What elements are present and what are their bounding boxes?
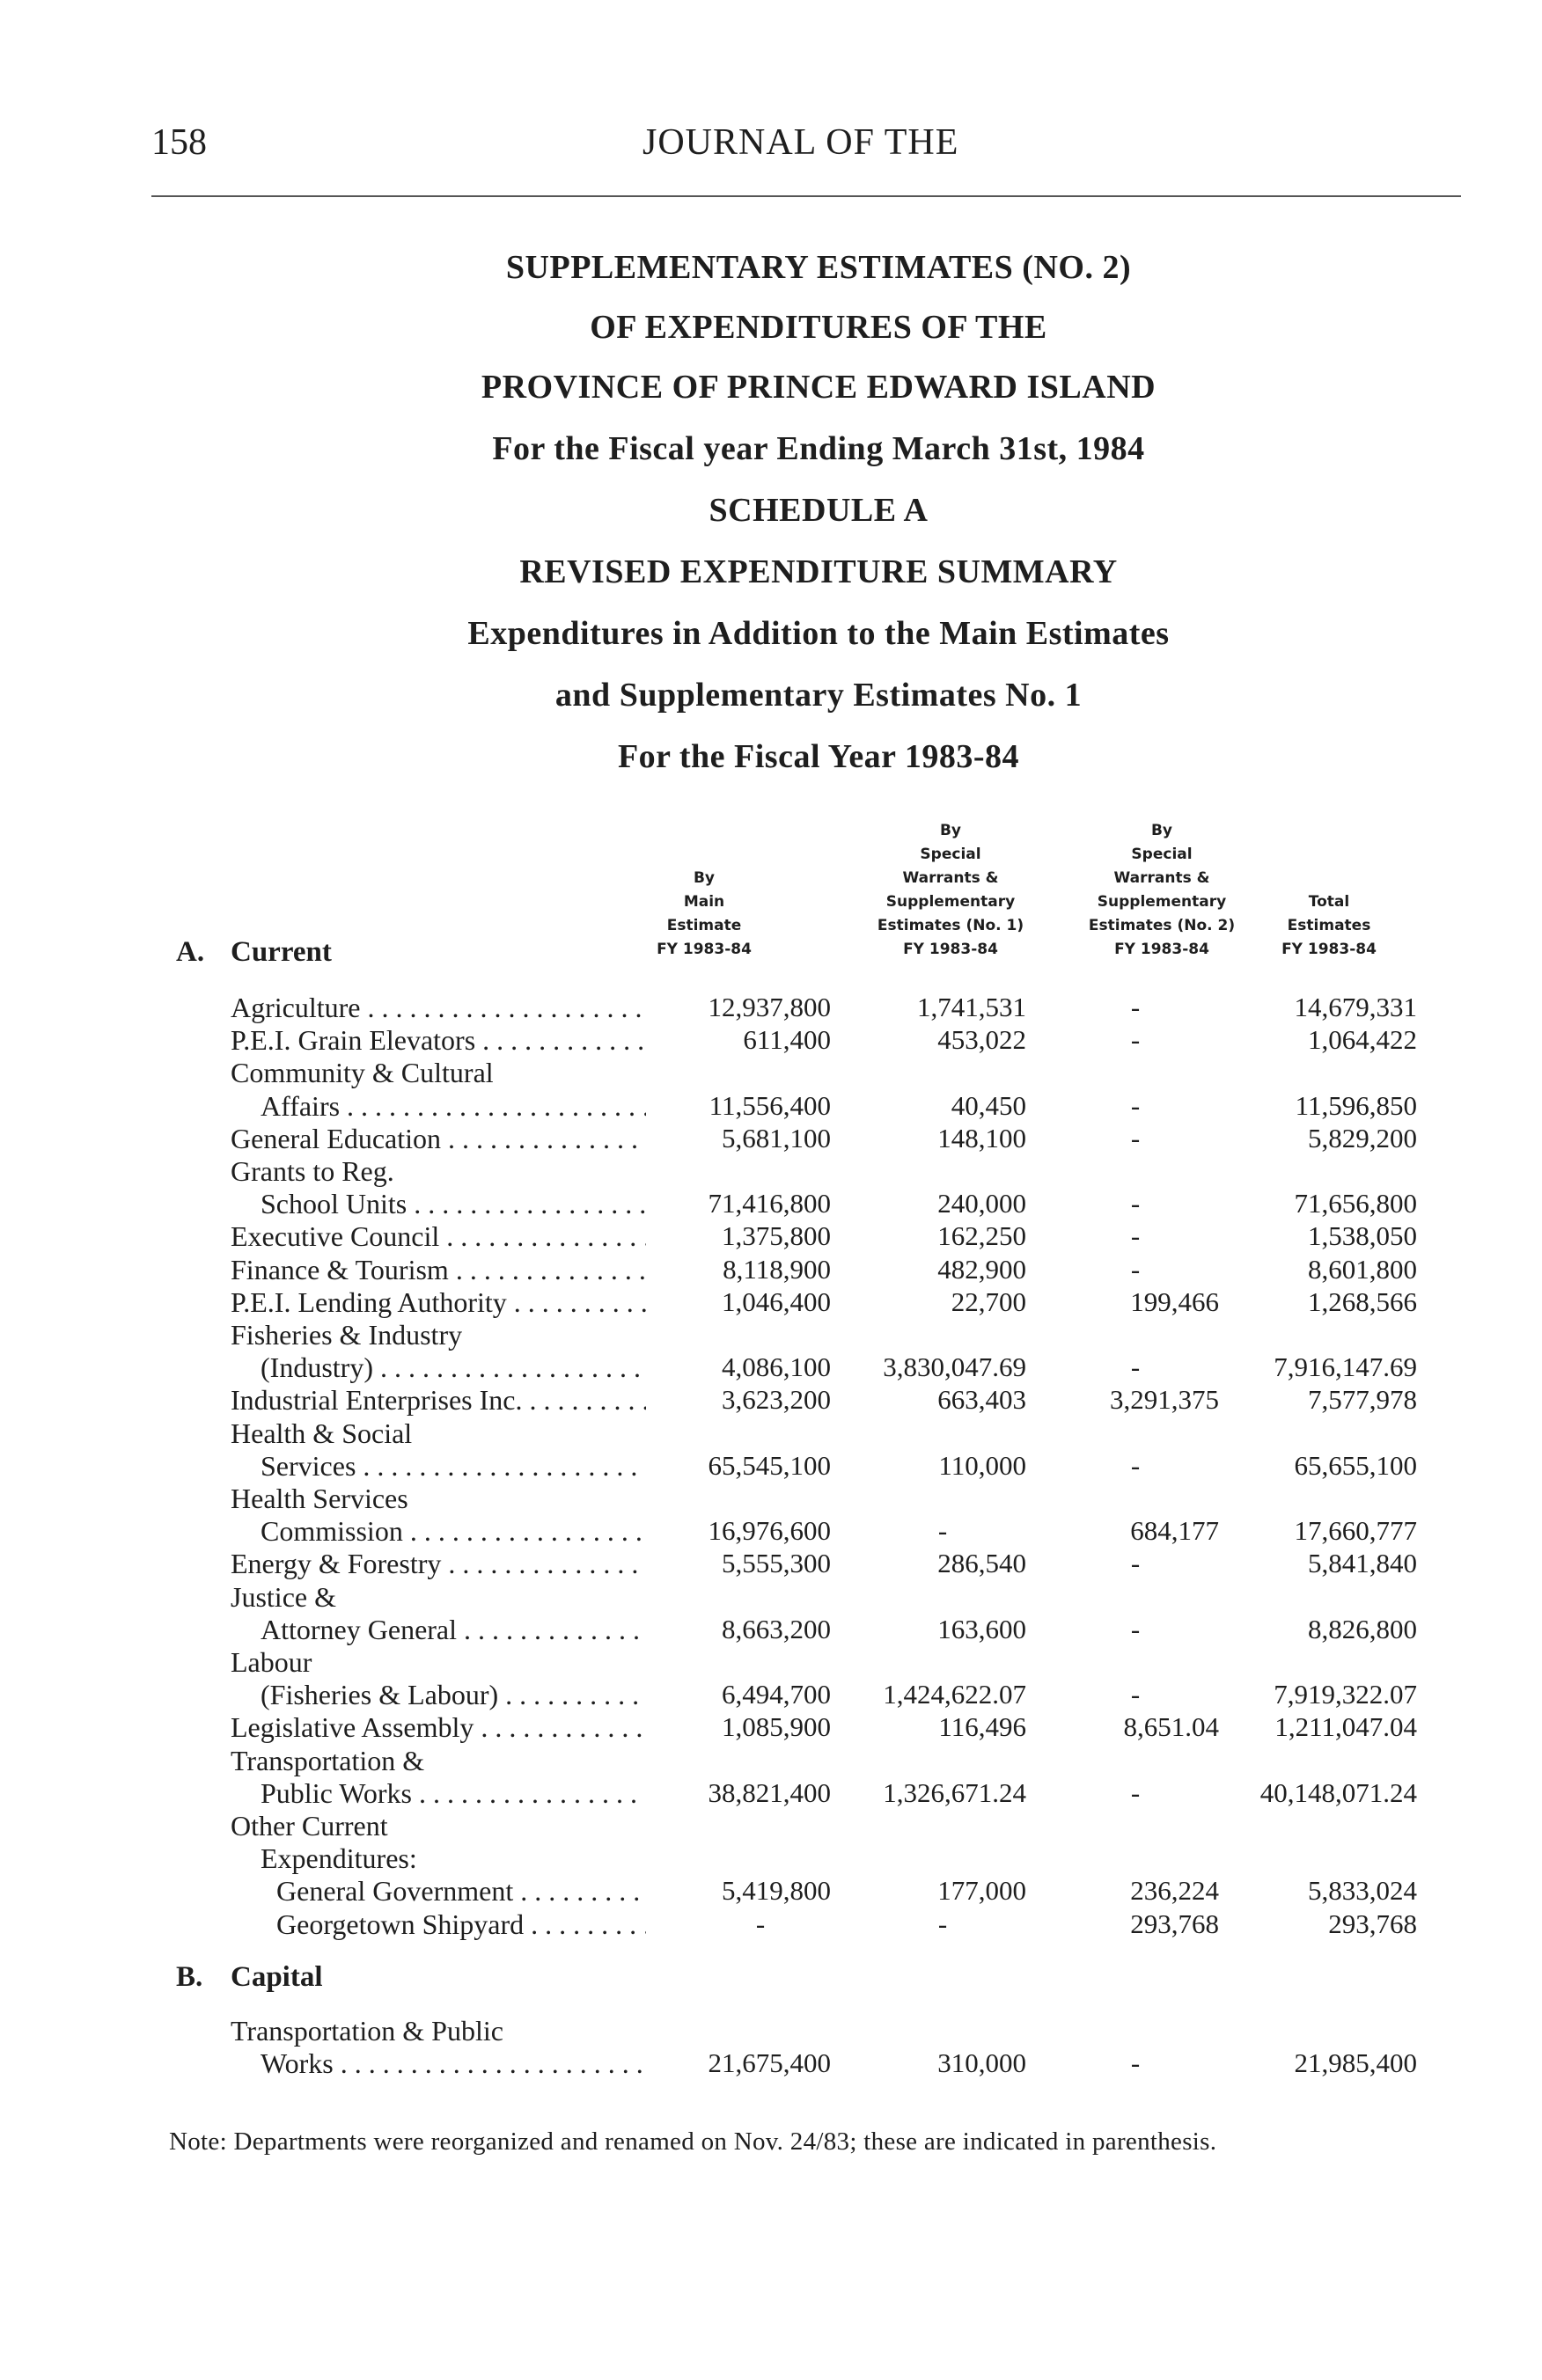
table-cell: 7,916,147.69 — [1274, 1351, 1417, 1383]
section-a-letter: A. — [176, 936, 205, 968]
column-header-supp-1: By Special Warrants & Supplementary Estimates (No. 1) FY 1983-84 — [877, 822, 1024, 958]
row-label-text: Commission . . . — [261, 1515, 646, 1547]
title-line: PROVINCE OF PRINCE EDWARD ISLAND — [481, 369, 1156, 406]
table-cell: - — [937, 1515, 948, 1547]
row-label — [231, 1646, 312, 1679]
footnote: Note: Departments were reorganized and renamed on Nov. 24/83; these are indicated in parenthesis. — [169, 2127, 1217, 2156]
table-cell: 7,919,322.07 — [1274, 1679, 1417, 1710]
table-cell: 5,419,800 — [722, 1875, 831, 1907]
table-cell: 11,556,400 — [709, 1089, 831, 1121]
table-cell: 40,450 — [951, 1089, 1026, 1121]
table-cell: 38,821,400 — [708, 1776, 831, 1808]
table-cell: 22,700 — [951, 1285, 1026, 1317]
row-label — [231, 1155, 394, 1188]
row-label-text: (Fisheries & Labour) . . . — [261, 1679, 646, 1710]
table-cell: 5,681,100 — [722, 1122, 831, 1153]
table-cell: 7,577,978 — [1308, 1384, 1417, 1416]
table-cell: 12,937,800 — [708, 992, 831, 1022]
row-label-text: Transportation & Public — [231, 2015, 503, 2047]
row-label-text: Industrial Enterprises Inc. . . . — [231, 1384, 646, 1416]
row-label-text: Energy & Forestry . . . — [231, 1548, 646, 1579]
row-label-text: (Industry) . . . — [261, 1351, 646, 1383]
table-cell: 65,655,100 — [1294, 1449, 1417, 1481]
column-header-main: By Main Estimate FY 1983-84 — [657, 869, 752, 958]
table-cell: 310,000 — [937, 2047, 1026, 2079]
row-label-text: Works . . . — [261, 2047, 646, 2079]
table-cell: 1,424,622.07 — [883, 1679, 1026, 1710]
row-label — [231, 1417, 412, 1450]
running-head: JOURNAL OF THE — [642, 122, 959, 163]
row-label-text: Public Works . . . — [261, 1777, 646, 1809]
table-cell: 163,600 — [937, 1613, 1026, 1644]
table-cell: - — [1130, 992, 1141, 1022]
table-cell: - — [1130, 2047, 1141, 2079]
row-label-text: Labour — [231, 1646, 312, 1678]
table-cell: 199,466 — [1130, 1285, 1219, 1317]
table-cell: 482,900 — [937, 1253, 1026, 1285]
row-label-text: Community & Cultural — [231, 1057, 494, 1089]
table-cell: 21,675,400 — [708, 2047, 831, 2079]
row-label-text: Finance & Tourism . . . — [231, 1254, 646, 1285]
row-label — [261, 1351, 646, 1384]
row-label — [276, 1875, 646, 1908]
row-label-text: General Education . . . — [231, 1123, 646, 1154]
table-cell: 8,118,900 — [723, 1253, 831, 1285]
row-label — [261, 1450, 646, 1483]
table-cell: - — [1130, 1253, 1141, 1285]
table-cell: 17,660,777 — [1294, 1515, 1417, 1547]
table-cell: 3,830,047.69 — [883, 1351, 1026, 1383]
table-cell: - — [1130, 1776, 1141, 1808]
page-number: 158 — [151, 122, 207, 163]
table-cell: 1,268,566 — [1308, 1285, 1417, 1317]
table-cell: - — [937, 1908, 948, 1939]
row-label — [231, 1024, 646, 1057]
table-cell: 8,826,800 — [1308, 1613, 1417, 1644]
row-label — [261, 1842, 417, 1875]
row-label-text: Justice & — [231, 1580, 336, 1613]
table-cell: 71,416,800 — [708, 1188, 831, 1219]
title-line: For the Fiscal year Ending March 31st, 1984 — [492, 430, 1145, 467]
table-cell: 1,046,400 — [722, 1285, 831, 1317]
table-cell: 3,623,200 — [722, 1384, 831, 1416]
row-label-text: Attorney General . . . — [261, 1614, 646, 1645]
column-header-total: Total Estimates FY 1983-84 — [1281, 893, 1377, 958]
row-label — [261, 1188, 646, 1220]
row-label — [231, 1581, 336, 1614]
table-cell: - — [1130, 1613, 1141, 1644]
row-label — [231, 1220, 646, 1253]
row-label — [231, 1123, 646, 1155]
table-cell: - — [755, 1908, 766, 1939]
table-cell: 148,100 — [937, 1122, 1026, 1153]
title-line: SCHEDULE A — [709, 492, 929, 529]
row-label — [231, 1711, 646, 1744]
table-cell: 240,000 — [937, 1188, 1026, 1219]
row-label-text: Services . . . — [261, 1450, 646, 1482]
table-cell: - — [1130, 1024, 1141, 1056]
row-label-text: Grants to Reg. — [231, 1155, 394, 1187]
table-cell: 110,000 — [938, 1449, 1026, 1481]
row-label — [231, 1254, 646, 1286]
section-a-label: Current — [231, 936, 332, 968]
table-cell: 1,085,900 — [722, 1711, 831, 1743]
section-b-letter: B. — [176, 1961, 203, 1993]
row-label — [231, 1483, 408, 1515]
row-label-text: Transportation & — [231, 1744, 425, 1776]
table-cell: - — [1130, 1449, 1141, 1481]
table-cell: 71,656,800 — [1294, 1188, 1417, 1219]
row-label-text: Legislative Assembly . . . — [231, 1711, 646, 1743]
row-label-text: Affairs . . . — [261, 1090, 646, 1122]
title-line: OF EXPENDITURES OF THE — [590, 309, 1047, 346]
row-label-text: Health & Social — [231, 1417, 413, 1449]
row-label-text: Other Current — [231, 1810, 388, 1842]
table-cell: - — [1130, 1351, 1141, 1383]
table-cell: 5,841,840 — [1308, 1548, 1417, 1579]
table-cell: - — [1130, 1089, 1141, 1121]
table-cell: 8,651.04 — [1123, 1711, 1219, 1743]
table-cell: 116,496 — [938, 1711, 1026, 1743]
table-cell: 177,000 — [937, 1875, 1026, 1907]
table-cell: 5,555,300 — [722, 1548, 831, 1579]
table-cell: 8,601,800 — [1308, 1253, 1417, 1285]
row-label — [261, 1090, 646, 1123]
table-cell: 1,741,531 — [917, 992, 1026, 1022]
row-label — [231, 1745, 424, 1777]
table-cell: 286,540 — [937, 1548, 1026, 1579]
table-cell: - — [1130, 1220, 1141, 1252]
row-label — [231, 1548, 646, 1580]
row-label — [231, 1286, 646, 1319]
table-cell: 5,833,024 — [1308, 1875, 1417, 1907]
table-cell: - — [1130, 1548, 1141, 1579]
row-label — [261, 1777, 646, 1810]
table-cell: - — [1130, 1188, 1141, 1219]
row-label-text: P.E.I. Lending Authority . . . — [231, 1286, 646, 1318]
title-line: REVISED EXPENDITURE SUMMARY — [519, 553, 1118, 590]
table-cell: 611,400 — [743, 1024, 831, 1056]
row-label — [261, 2047, 646, 2080]
table-cell: 14,679,331 — [1294, 992, 1417, 1022]
header-rule — [151, 195, 1461, 197]
table-cell: 6,494,700 — [722, 1679, 831, 1710]
table-cell: 1,375,800 — [722, 1220, 831, 1252]
title-line: For the Fiscal Year 1983-84 — [617, 738, 1020, 775]
row-label-text: Agriculture . . . — [231, 992, 646, 1023]
table-cell: - — [1130, 1679, 1141, 1710]
title-line: Expenditures in Addition to the Main Estimates — [467, 615, 1170, 652]
table-cell: 293,768 — [1130, 1908, 1219, 1939]
section-b-label: Capital — [231, 1961, 323, 1993]
row-label — [231, 1810, 388, 1842]
title-line: SUPPLEMENTARY ESTIMATES (NO. 2) — [505, 249, 1132, 286]
row-label — [261, 1614, 646, 1646]
row-label — [231, 992, 646, 1024]
row-label-text: General Government . . . — [276, 1875, 646, 1907]
column-header-supp-2: By Special Warrants & Supplementary Estimates (No. 2) FY 1983-84 — [1088, 822, 1236, 958]
row-label-text: Fisheries & Industry — [231, 1319, 463, 1351]
row-label — [276, 1908, 646, 1941]
row-label — [231, 1057, 494, 1089]
table-cell: 453,022 — [937, 1024, 1026, 1056]
table-cell: 65,545,100 — [708, 1449, 831, 1481]
row-label-text: Executive Council . . . — [231, 1220, 646, 1252]
table-cell: 21,985,400 — [1294, 2047, 1417, 2079]
table-cell: 684,177 — [1130, 1515, 1219, 1547]
table-cell: - — [1130, 1122, 1141, 1153]
table-cell: 162,250 — [937, 1220, 1026, 1252]
table-cell: 236,224 — [1130, 1875, 1219, 1907]
table-cell: 1,326,671.24 — [883, 1776, 1026, 1808]
row-label-text: School Units . . . — [261, 1188, 646, 1219]
table-cell: 1,538,050 — [1308, 1220, 1417, 1252]
row-label-text: P.E.I. Grain Elevators . . . — [231, 1024, 646, 1056]
table-cell: 1,064,422 — [1308, 1024, 1417, 1056]
table-cell: 4,086,100 — [722, 1351, 831, 1383]
row-label-text: Health Services — [231, 1483, 408, 1514]
row-label — [231, 1319, 462, 1351]
row-label — [261, 1679, 646, 1711]
title-line: and Supplementary Estimates No. 1 — [554, 677, 1083, 714]
table-cell: 3,291,375 — [1110, 1384, 1219, 1416]
table-cell: 16,976,600 — [708, 1515, 831, 1547]
table-cell: 293,768 — [1328, 1908, 1417, 1939]
row-label-text: Georgetown Shipyard . . . — [276, 1908, 646, 1940]
row-label — [261, 1515, 646, 1548]
table-cell: 663,403 — [937, 1384, 1026, 1416]
table-cell: 40,148,071.24 — [1259, 1776, 1417, 1808]
table-cell: 1,211,047.04 — [1274, 1711, 1417, 1743]
table-cell: 8,663,200 — [722, 1613, 831, 1644]
table-cell: 11,596,850 — [1295, 1089, 1417, 1121]
row-label — [231, 2015, 503, 2047]
table-cell: 5,829,200 — [1308, 1122, 1417, 1153]
row-label-text: Expenditures: — [261, 1842, 417, 1875]
row-label — [231, 1384, 646, 1417]
